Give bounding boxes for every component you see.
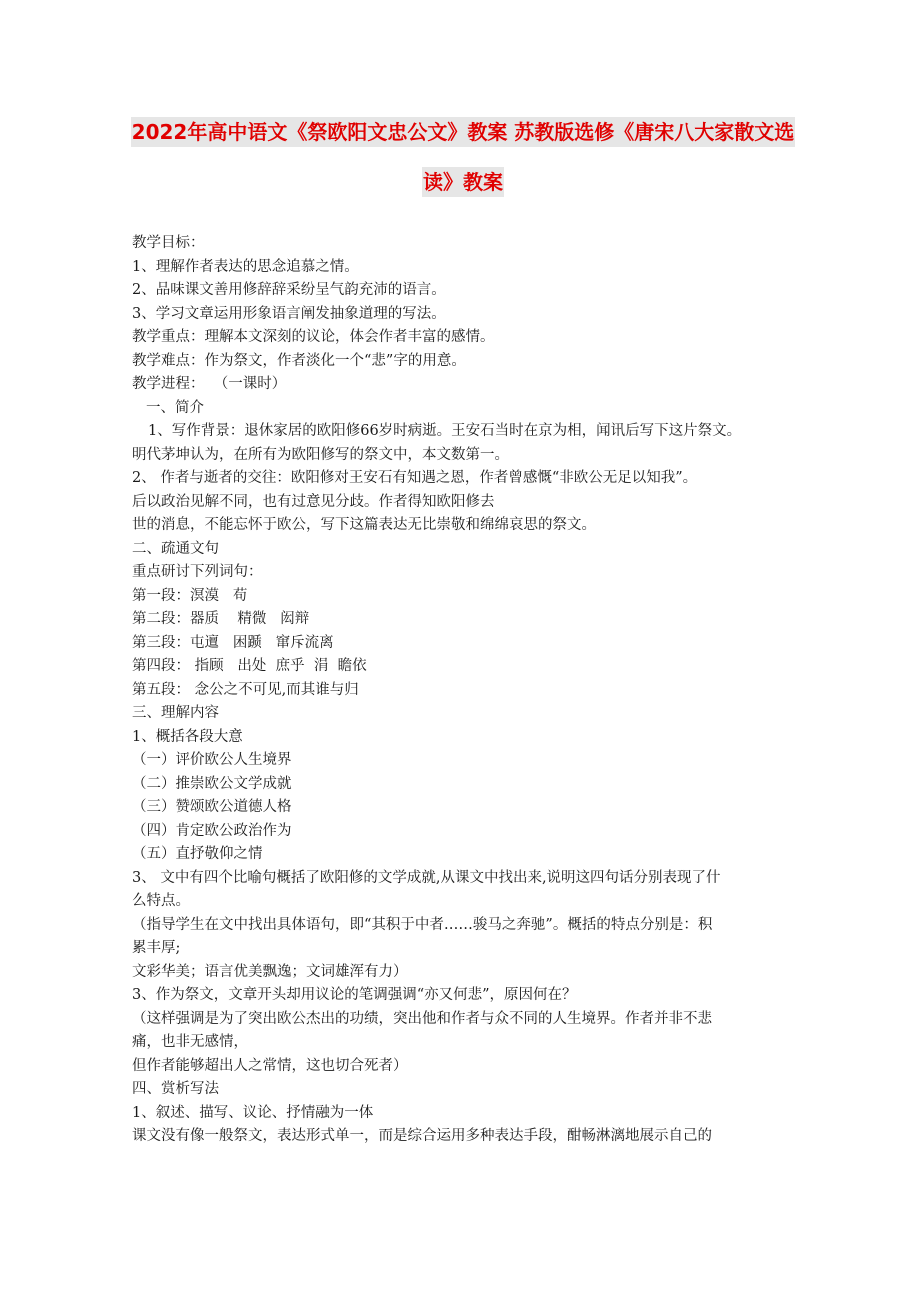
list-item: （四）肯定欧公政治作为 [132, 822, 292, 839]
list-item: 第二段：器质 精微 闳辩 [132, 611, 310, 627]
paragraph-line: 3、作为祭文，文章开头却用议论的笔调强调“亦又何悲”，原因何在？ [132, 987, 577, 1003]
list-item: （二）推崇欧公文学成就 [132, 775, 292, 792]
key-point: 教学重点：理解本文深刻的议论，体会作者丰富的感情。 [132, 329, 495, 345]
paragraph-line: 1、写作背景：退休家居的欧阳修66岁时病逝。王安石当时在京为相，闻讯后写下这片祭文。 [148, 423, 742, 439]
paragraph-line: 痛，也非无感情， [132, 1034, 248, 1050]
document-body [132, 232, 792, 1149]
title-line-2: 读》教案 [422, 167, 504, 197]
title-line-1: 2022年高中语文《祭欧阳文忠公文》教案 苏教版选修《唐宋八大家散文选 [131, 117, 796, 147]
paragraph-line: 后以政治见解不同，也有过意见分歧。作者得知欧阳修去 [132, 493, 495, 510]
paragraph-line: 3、 文中有四个比喻句概括了欧阳修的文学成就,从课文中找出来,说明这四句话分别表现了什 [132, 869, 721, 886]
paragraph-line: 1、叙述、描写、议论、抒情融为一体 [132, 1104, 374, 1121]
list-item: （一）评价欧公人生境界 [132, 752, 292, 768]
paragraph-line: 课文没有像一般祭文，表达形式单一，而是综合运用多种表达手段，酣畅淋漓地展示自己的 [132, 1128, 712, 1144]
paragraph-line: 么特点。 [132, 893, 190, 909]
paragraph-line: 但作者能够超出人之常情，这也切合死者） [132, 1057, 408, 1074]
heading-writing: 四、赏析写法 [132, 1081, 219, 1097]
teaching-process: 教学进程： （一课时） [132, 376, 287, 392]
heading-intro: 一、简介 [146, 399, 204, 416]
list-item: （五）直抒敬仰之情 [132, 846, 263, 862]
paragraph-line: （指导学生在文中找出具体语句，即“其积于中者……骏马之奔驰”。概括的特点分别是：积 [132, 916, 713, 933]
paragraph-line: 1、概括各段大意 [132, 728, 243, 745]
objective-3: 3、学习文章运用形象语言阐发抽象道理的写法。 [132, 305, 446, 322]
paragraph-line: 2、 作者与逝者的交往：欧阳修对王安石有知遇之恩，作者曾感慨“非欧公无足以知我”。 [132, 470, 698, 486]
list-item: （三）赞颂欧公道德人格 [132, 799, 292, 815]
paragraph-line: 重点研讨下列词句： [132, 564, 263, 580]
paragraph-line: 文彩华美；语言优美飘逸；文词雄浑有力） [132, 963, 408, 980]
list-item: 第一段：溟漠 苟 [132, 587, 248, 604]
difficult-point: 教学难点：作为祭文，作者淡化一个“悲”字的用意。 [132, 352, 466, 369]
objective-2: 2、品味课文善用修辞辞采纷呈气韵充沛的语言。 [132, 282, 446, 298]
document-title [128, 117, 798, 197]
paragraph-line: 世的消息，不能忘怀于欧公，写下这篇表达无比崇敬和绵绵哀思的祭文。 [132, 517, 596, 533]
heading-content: 三、理解内容 [132, 705, 219, 721]
list-item: 第五段： 念公之不可见,而其谁与归 [132, 681, 359, 698]
paragraph-line: （这样强调是为了突出欧公杰出的功绩，突出他和作者与众不同的人生境界。作者并非不悲 [132, 1010, 712, 1027]
paragraph-line: 累丰厚; [132, 940, 181, 956]
paragraph-line: 明代茅坤认为，在所有为欧阳修写的祭文中，本文数第一。 [132, 446, 509, 463]
section-label-objectives: 教学目标： [132, 235, 205, 251]
objective-1: 1、理解作者表达的思念追慕之情。 [132, 258, 359, 275]
list-item: 第三段：屯邅 困踬 窜斥流离 [132, 634, 334, 651]
heading-sentences: 二、疏通文句 [132, 540, 219, 557]
list-item: 第四段： 指顾 出处 庶乎 涓 瞻依 [132, 658, 367, 674]
